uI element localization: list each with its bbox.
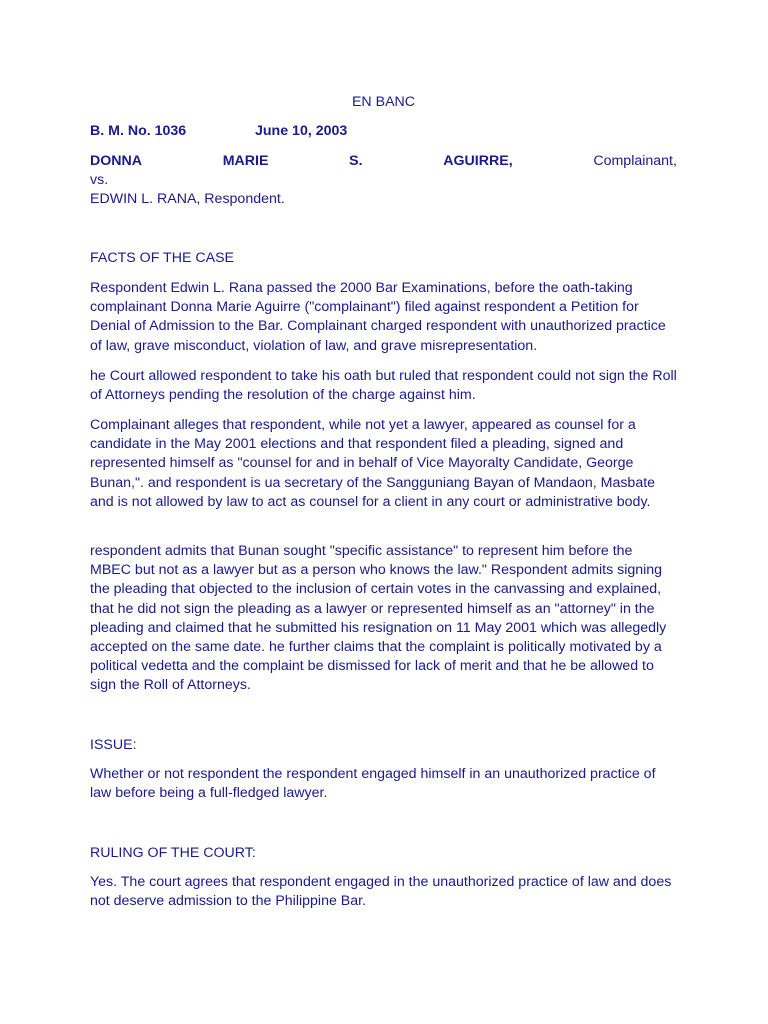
complainant-line — [90, 152, 677, 171]
ruling-paragraph: Yes. The court agrees that respondent engaged in the unauthorized practice of law and does not deserve admission to the Philippine Bar. — [90, 874, 672, 910]
respondent-line: EDWIN L. RANA, Respondent. — [90, 191, 285, 208]
case-title — [90, 152, 677, 210]
complainant-word: DONNA — [90, 153, 143, 169]
ruling-heading: RULING OF THE COURT: — [90, 845, 256, 861]
facts-paragraph: respondent admits that Bunan sought "specific assistance" to represent him before the MBEC but not as a lawyer but as a person who knows the law." Respondent admits signing the pleading that objected to the inclusion of certain votes in the canvassing and explained, that he did not sign the pleading as a lawyer or represented himself as an "attorney" in the pleading and claimed that he submitted his resignation on 11 May 2001 which was allegedly accepted on the same date. he further claims that the complaint is politically motivated by a political vedetta and the complaint be dismissed for lack of merit and that he be allowed to sign the Roll of Attorneys. — [90, 543, 667, 694]
facts-paragraph: Respondent Edwin L. Rana passed the 2000 Bar Examinations, before the oath-taking complainant Donna Marie Aguirre ("complainant") filed against respondent a Petition for Denial of Admission to the Bar. Complainant charged respondent with unauthorized practice of law, grave misconduct, violation of law, and grave misrepresentation. — [90, 280, 666, 354]
complainant-word: S. — [349, 153, 363, 169]
facts-paragraph: Complainant alleges that respondent, while not yet a lawyer, appeared as counsel for a candidate in the May 2001 elections and that respondent filed a pleading, signed and represented himself as "counsel for and in behalf of Vice Mayoralty Candidate, George Bunan,". and respondent is ua secretary of the Sangguniang Bayan of Mandaon, Masbate and is not allowed by law to act as counsel for a client in any court or administrative body. — [90, 417, 656, 510]
complainant-word: AGUIRRE, — [443, 153, 513, 169]
facts-paragraph: he Court allowed respondent to take his oath but ruled that respondent could not sign the Roll of Attorneys pending the resolution of the charge against him. — [90, 368, 677, 404]
issue-paragraph: Whether or not respondent the respondent engaged himself in an unauthorized practice of law before being a full-fledged lawyer. — [90, 766, 656, 802]
issue-heading: ISSUE: — [90, 737, 137, 753]
case-number: B. M. No. 1036 — [90, 123, 187, 139]
complainant-word: MARIE — [222, 153, 269, 169]
facts-heading: FACTS OF THE CASE — [90, 250, 235, 266]
complainant-role: Complainant, — [593, 153, 677, 169]
versus: vs. — [90, 172, 109, 189]
case-number-line — [90, 122, 677, 141]
case-date: June 10, 2003 — [255, 123, 348, 139]
court-division-heading: EN BANC — [351, 94, 416, 110]
